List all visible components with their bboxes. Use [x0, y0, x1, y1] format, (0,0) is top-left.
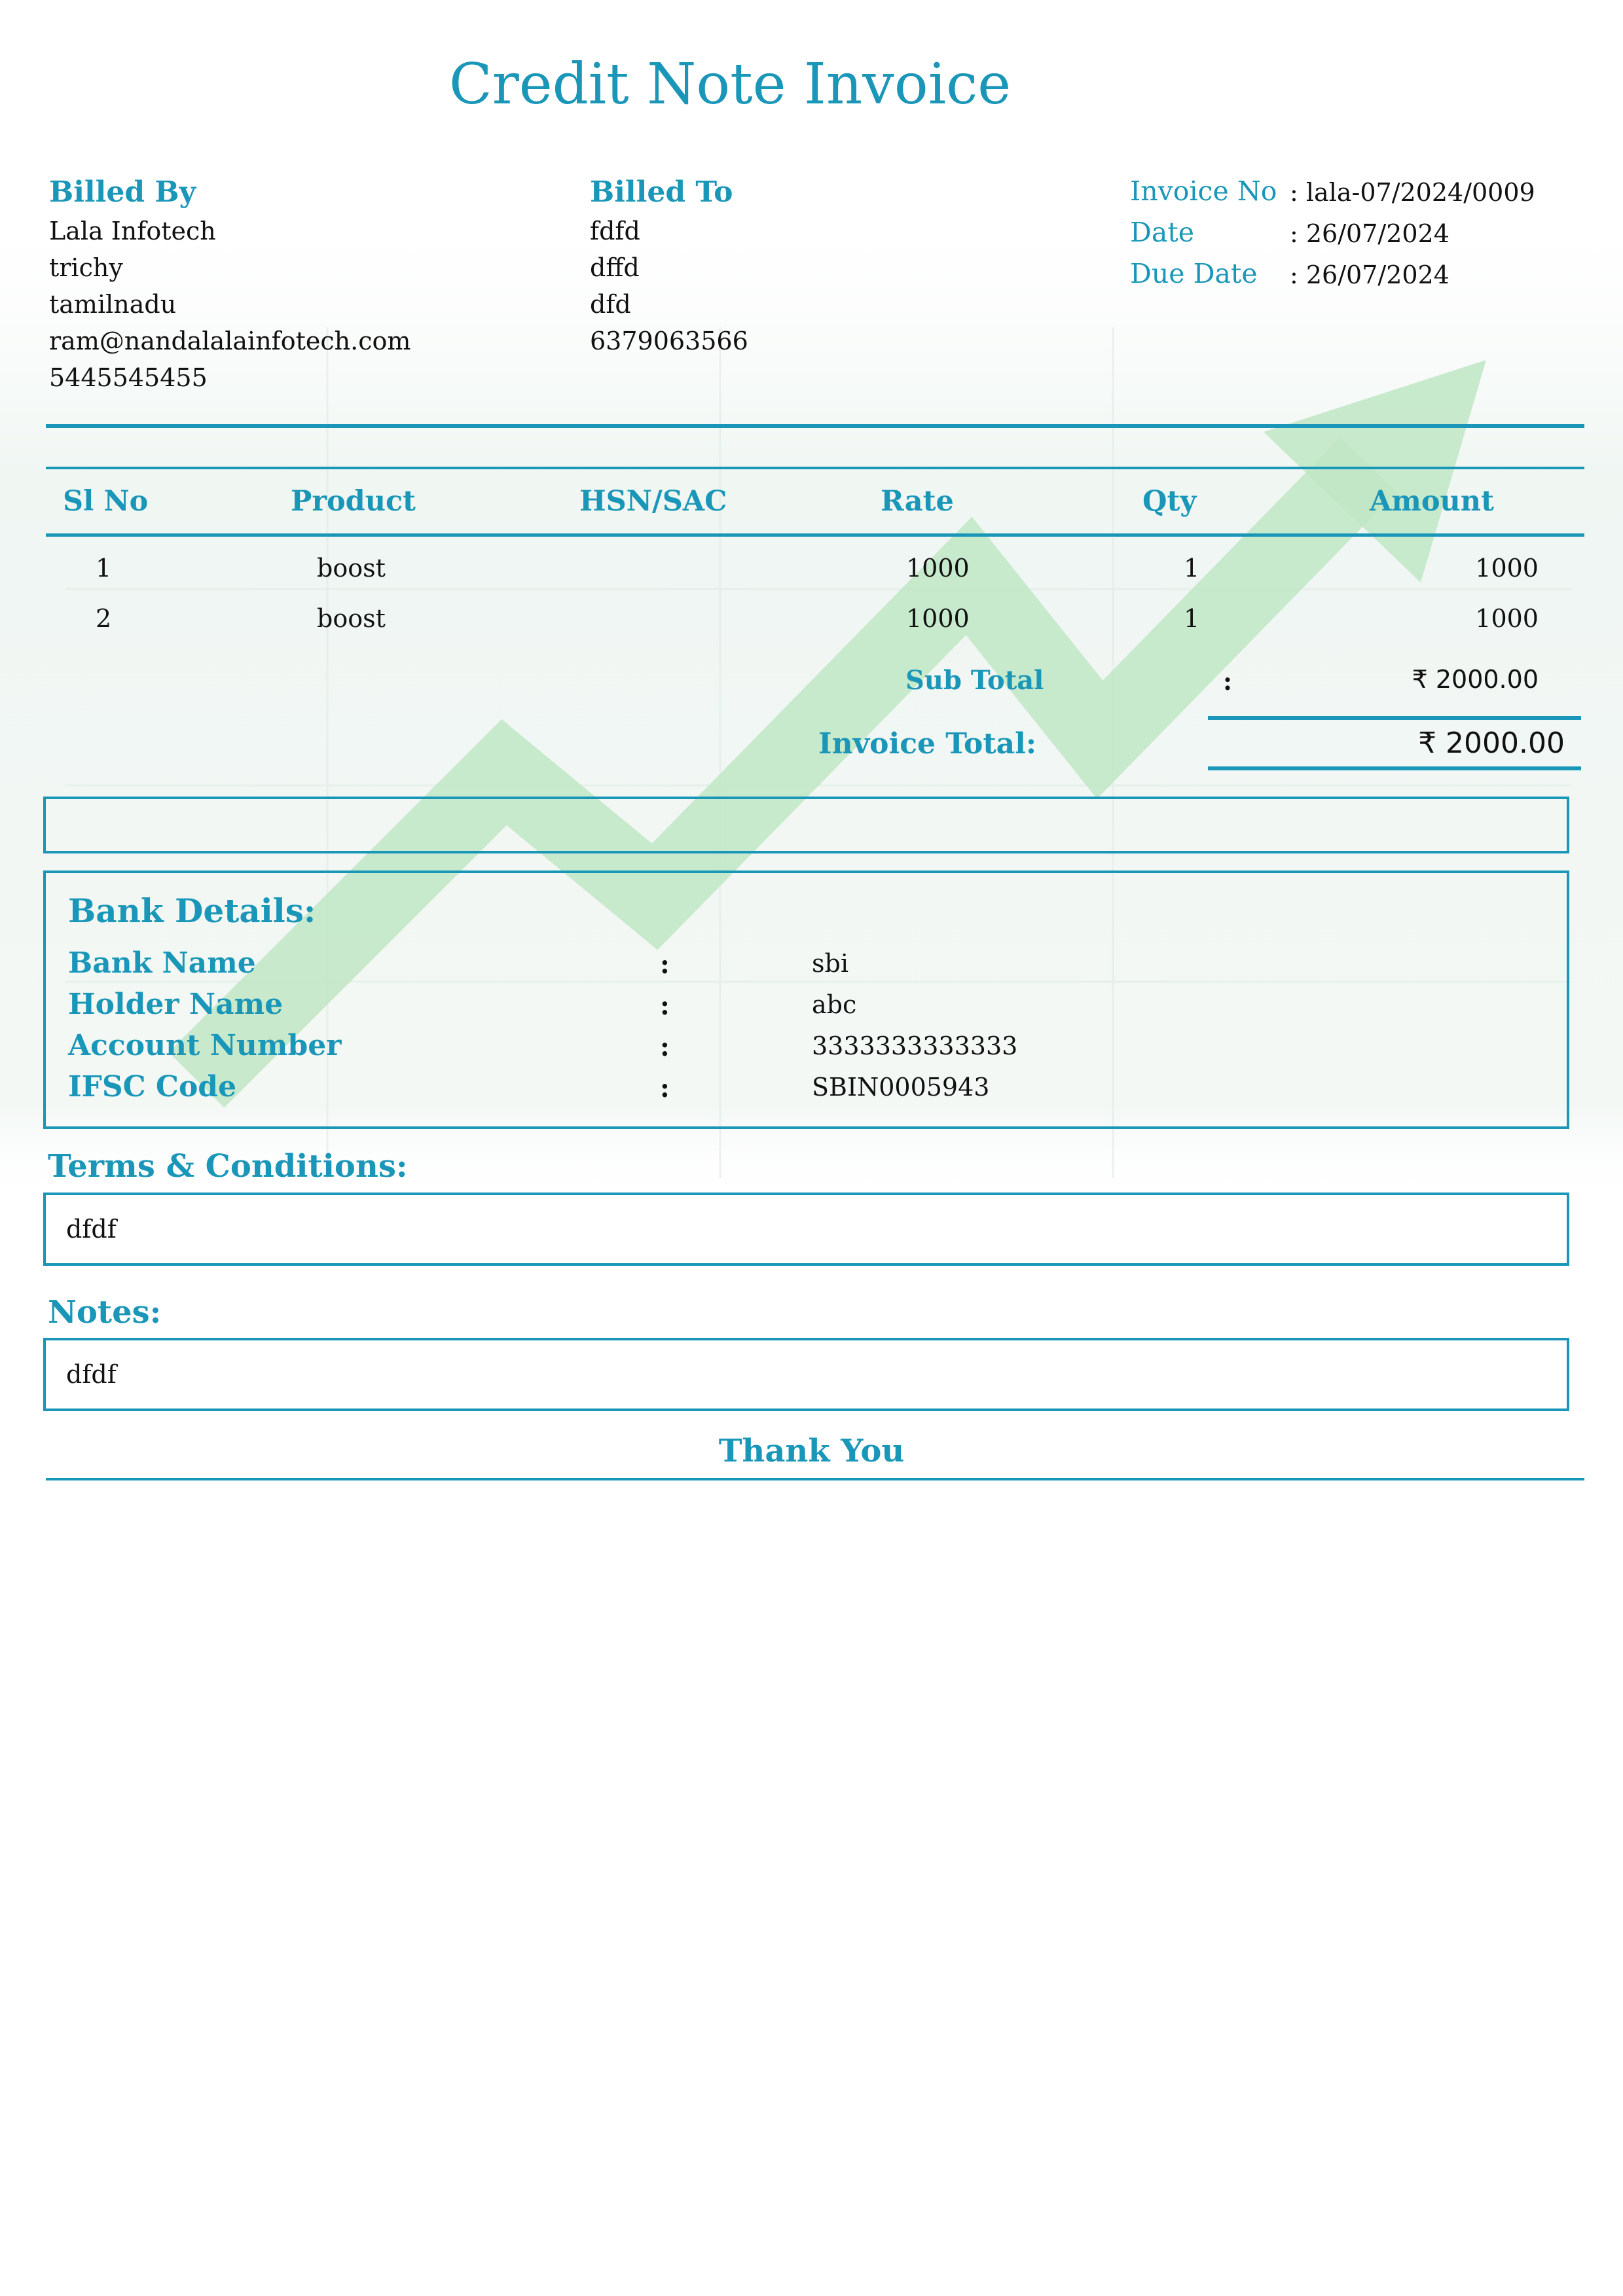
due-date-value: : 26/07/2024 [1290, 260, 1450, 289]
sub-total-value: ₹ 2000.00 [1412, 665, 1539, 694]
bank-details-box [43, 870, 1569, 1129]
table-cell-amount: 1000 [1475, 554, 1539, 583]
page-title: Credit Note Invoice [448, 52, 1012, 117]
notes-box [43, 1338, 1569, 1411]
table-top-rule [46, 467, 1584, 469]
billed-to-phone: 6379063566 [590, 327, 748, 355]
column-header-sl-no: Sl No [63, 485, 149, 518]
sub-total-label: Sub Total [905, 665, 1044, 696]
empty-remarks-box [43, 797, 1569, 853]
invoice-no-value: : lala-07/2024/0009 [1290, 178, 1535, 207]
table-cell-product: boost [317, 604, 386, 633]
thank-you-text: Thank You [718, 1433, 905, 1469]
billed-by-line: trichy [49, 253, 123, 282]
invoice-total-label: Invoice Total: [818, 727, 1037, 761]
billed-to-line: dfd [590, 290, 631, 319]
billed-by-line: tamilnadu [49, 290, 177, 319]
bank-details-heading: Bank Details: [68, 891, 316, 930]
bank-name-label: Bank Name [68, 946, 256, 980]
table-cell-product: boost [317, 554, 386, 583]
holder-name-label: Holder Name [68, 988, 283, 1021]
date-value: : 26/07/2024 [1290, 219, 1450, 248]
billed-to-block [590, 175, 748, 359]
column-header-rate: Rate [881, 485, 954, 518]
ifsc-code-colon: : [660, 1073, 670, 1103]
billed-to-line: fdfd [590, 217, 640, 245]
notes-text: dfdf [66, 1360, 117, 1389]
sub-total-colon: : [1223, 666, 1233, 696]
notes-heading: Notes: [48, 1294, 162, 1331]
invoice-total-value: ₹ 2000.00 [1418, 726, 1565, 760]
total-top-rule [1208, 716, 1581, 720]
total-bottom-rule [1208, 766, 1581, 770]
account-number-colon: : [660, 1031, 670, 1062]
bank-name-value: sbi [812, 949, 848, 978]
billed-by-heading: Billed By [49, 175, 196, 209]
terms-text: dfdf [66, 1215, 117, 1244]
bank-name-colon: : [660, 949, 670, 980]
billed-by-phone: 5445545455 [49, 363, 208, 392]
billed-by-block [49, 175, 410, 396]
table-cell-rate: 1000 [906, 554, 970, 583]
account-number-label: Account Number [68, 1029, 342, 1062]
table-cell-sl: 2 [96, 604, 112, 633]
holder-name-value: abc [812, 990, 857, 1019]
billed-by-line: Lala Infotech [49, 217, 216, 245]
column-header-qty: Qty [1142, 485, 1197, 518]
terms-heading: Terms & Conditions: [48, 1148, 408, 1185]
ifsc-code-value: SBIN0005943 [812, 1073, 990, 1102]
account-number-value: 3333333333333 [812, 1031, 1018, 1060]
ifsc-code-label: IFSC Code [68, 1070, 237, 1103]
billed-to-line: dffd [590, 253, 640, 282]
column-header-hsn-sac: HSN/SAC [579, 485, 727, 518]
due-date-label: Due Date [1130, 258, 1258, 289]
column-header-amount: Amount [1370, 485, 1494, 518]
table-cell-qty: 1 [1184, 554, 1200, 583]
table-header-rule [46, 533, 1584, 537]
terms-box [43, 1193, 1569, 1266]
footer-rule [46, 1478, 1584, 1480]
column-header-product: Product [291, 485, 416, 518]
header-divider [46, 424, 1584, 428]
table-cell-rate: 1000 [906, 604, 970, 633]
date-label: Date [1130, 217, 1195, 248]
billed-to-heading: Billed To [590, 175, 733, 209]
table-cell-amount: 1000 [1475, 604, 1539, 633]
invoice-no-label: Invoice No [1130, 175, 1277, 207]
billed-by-email: ram@nandalalainfotech.com [49, 327, 411, 355]
table-cell-sl: 1 [96, 554, 112, 583]
table-cell-qty: 1 [1184, 604, 1200, 633]
holder-name-colon: : [660, 990, 670, 1021]
